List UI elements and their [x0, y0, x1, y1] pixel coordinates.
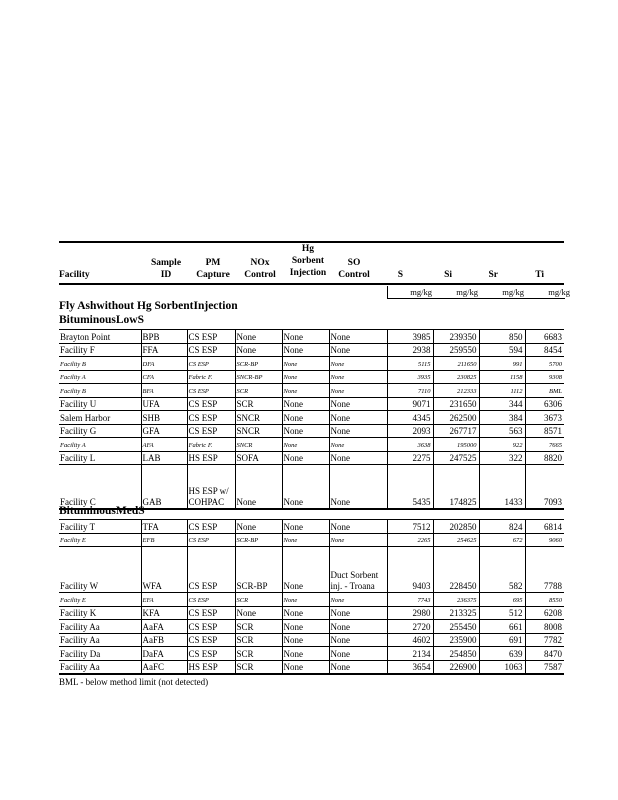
cell-ti: 7788: [525, 547, 564, 593]
cell-hg: None: [282, 451, 329, 465]
cell-s: 2980: [387, 606, 433, 620]
cell-pm: CS ESP: [187, 343, 235, 357]
cell-pm: CS ESP: [187, 384, 235, 398]
cell-id: UFA: [141, 397, 187, 411]
cell-id: EFA: [141, 593, 187, 607]
cell-hg: None: [282, 660, 329, 674]
cell-s: 2275: [387, 451, 433, 465]
cell-hg: None: [282, 330, 329, 344]
cell-si: 202850: [433, 520, 479, 534]
cell-ti: 8550: [525, 593, 564, 607]
cell-hg: None: [282, 520, 329, 534]
cell-s: 5115: [387, 357, 433, 371]
cell-hg: None: [282, 620, 329, 634]
table-row: [59, 438, 564, 452]
cell-facility: Facility Aa: [60, 661, 100, 672]
cell-ti: 7093: [525, 465, 564, 509]
cell-ti: BML: [525, 384, 564, 398]
table-row: [59, 593, 564, 607]
cell-hg: None: [282, 547, 329, 593]
cell-hg: None: [282, 384, 329, 398]
header-sample-id: Sample ID: [150, 258, 182, 280]
cell-id: AaFA: [141, 620, 187, 634]
cell-sr: 322: [479, 451, 525, 465]
cell-si: 254850: [433, 647, 479, 661]
cell-si: 235900: [433, 633, 479, 647]
cell-sr: 695: [479, 593, 525, 607]
cell-sr: 691: [479, 633, 525, 647]
cell-sr: 639: [479, 647, 525, 661]
cell-nox: SCR: [235, 384, 282, 398]
cell-nox: SCR-BP: [235, 357, 282, 371]
cell-nox: None: [235, 606, 282, 620]
table-row: [59, 633, 564, 647]
cell-si: 231650: [433, 397, 479, 411]
cell-nox: SNCR: [235, 424, 282, 438]
header-so-control: SO Control: [338, 258, 370, 280]
cell-s: 9071: [387, 397, 433, 411]
cell-pm: Fabric F.: [187, 438, 235, 452]
cell-si: 230825: [433, 370, 479, 384]
cell-id: LAB: [141, 451, 187, 465]
cell-hg: None: [282, 424, 329, 438]
cell-facility: Facility Da: [60, 648, 101, 659]
header-ti: Ti: [535, 270, 544, 280]
cell-ti: 7665: [525, 438, 564, 452]
cell-pm: CS ESP: [187, 593, 235, 607]
cell-so: None: [329, 397, 387, 411]
table-row: [59, 357, 564, 371]
cell-pm: CS ESP: [187, 547, 235, 593]
cell-facility: Facility T: [60, 521, 96, 532]
cell-s: 4345: [387, 411, 433, 425]
cell-ti: 8571: [525, 424, 564, 438]
header-si: Si: [444, 270, 452, 280]
cell-si: 262500: [433, 411, 479, 425]
cell-sr: 824: [479, 520, 525, 534]
cell-sr: 512: [479, 606, 525, 620]
cell-nox: SCR: [235, 633, 282, 647]
cell-sr: 582: [479, 547, 525, 593]
cell-si: 247525: [433, 451, 479, 465]
header-s: S: [397, 270, 403, 280]
cell-id: GFA: [141, 424, 187, 438]
cell-facility: Facility A: [60, 441, 86, 449]
cell-sr: 1063: [479, 660, 525, 674]
cell-pm: CS ESP: [187, 424, 235, 438]
cell-hg: None: [282, 593, 329, 607]
cell-hg: None: [282, 465, 329, 509]
cell-so: None: [329, 593, 387, 607]
table-row: [59, 660, 564, 674]
cell-facility: Facility U: [60, 399, 97, 409]
cell-hg: None: [282, 411, 329, 425]
cell-s: 3638: [387, 438, 433, 452]
cell-s: 2265: [387, 533, 433, 547]
cell-sr: 1433: [479, 465, 525, 509]
cell-nox: SCR: [235, 647, 282, 661]
cell-nox: SCR: [235, 620, 282, 634]
table-row: [59, 370, 564, 384]
cell-si: 174825: [433, 465, 479, 509]
cell-pm: CS ESP: [187, 633, 235, 647]
cell-id: CFA: [141, 370, 187, 384]
header-rule: [59, 283, 564, 285]
cell-so: None: [329, 451, 387, 465]
cell-pm: CS ESP: [187, 411, 235, 425]
cell-ti: 7587: [525, 660, 564, 674]
cell-si: 255450: [433, 620, 479, 634]
group1-table: [59, 329, 564, 510]
cell-ti: 8470: [525, 647, 564, 661]
cell-so: None: [329, 647, 387, 661]
cell-pm: HS ESP: [187, 451, 235, 465]
cell-nox: SCR-BP: [235, 533, 282, 547]
cell-sr: 672: [479, 533, 525, 547]
cell-facility: Facility Aa: [60, 635, 100, 645]
cell-ti: 8820: [525, 451, 564, 465]
table-row: [59, 424, 564, 438]
cell-so: None: [329, 343, 387, 357]
cell-pm: CS ESP: [187, 647, 235, 661]
cell-so: None: [329, 357, 387, 371]
cell-pm: Fabric F.: [187, 370, 235, 384]
cell-si: 213325: [433, 606, 479, 620]
cell-si: 195000: [433, 438, 479, 452]
cell-hg: None: [282, 438, 329, 452]
cell-hg: None: [282, 357, 329, 371]
cell-si: 226900: [433, 660, 479, 674]
cell-s: 2938: [387, 343, 433, 357]
unit-sr: mg/kg: [502, 287, 524, 297]
cell-pm: CS ESP: [187, 620, 235, 634]
cell-facility: Facility E: [60, 537, 86, 544]
cell-sr: 922: [479, 438, 525, 452]
cell-hg: None: [282, 397, 329, 411]
cell-pm: CS ESP: [187, 533, 235, 547]
cell-facility: Facility E: [60, 596, 86, 604]
cell-s: 2134: [387, 647, 433, 661]
cell-so: None: [329, 370, 387, 384]
cell-so: None: [329, 606, 387, 620]
cell-id: SHB: [141, 411, 187, 425]
cell-so: None: [329, 465, 387, 509]
cell-facility: Facility B: [60, 387, 86, 395]
cell-id: DaFA: [141, 647, 187, 661]
cell-nox: SNCR-BP: [235, 370, 282, 384]
cell-nox: None: [235, 343, 282, 357]
unit-s: mg/kg: [410, 287, 432, 297]
cell-so: Duct Sorbent inj. - Troana: [329, 547, 387, 593]
cell-s: 9403: [387, 547, 433, 593]
table-row: [59, 384, 564, 398]
cell-so: None: [329, 384, 387, 398]
cell-si: 212333: [433, 384, 479, 398]
cell-so: None: [329, 533, 387, 547]
cell-facility: Facility F: [60, 345, 95, 355]
cell-so: None: [329, 424, 387, 438]
cell-sr: 563: [479, 424, 525, 438]
cell-s: 2720: [387, 620, 433, 634]
header-sr: Sr: [488, 270, 498, 280]
cell-nox: None: [235, 520, 282, 534]
cell-si: 267717: [433, 424, 479, 438]
cell-sr: 384: [479, 411, 525, 425]
cell-hg: None: [282, 343, 329, 357]
table-row: [59, 647, 564, 661]
cell-sr: 1158: [479, 370, 525, 384]
cell-hg: None: [282, 633, 329, 647]
cell-facility: Brayton Point: [60, 331, 111, 342]
cell-ti: 8454: [525, 343, 564, 357]
cell-so: None: [329, 330, 387, 344]
cell-s: 5435: [387, 465, 433, 509]
cell-id: DFA: [141, 357, 187, 371]
cell-nox: SNCR: [235, 438, 282, 452]
header-facility: Facility: [59, 270, 90, 280]
cell-s: 3935: [387, 370, 433, 384]
cell-so: None: [329, 633, 387, 647]
cell-hg: None: [282, 647, 329, 661]
cell-s: 7743: [387, 593, 433, 607]
footnote: BML - below method limit (not detected): [59, 677, 209, 687]
cell-ti: 6683: [525, 330, 564, 344]
cell-s: 2093: [387, 424, 433, 438]
table-row: [59, 606, 564, 620]
cell-s: 7110: [387, 384, 433, 398]
cell-pm: CS ESP: [187, 397, 235, 411]
cell-facility: Facility W: [60, 581, 99, 591]
cell-nox: None: [235, 330, 282, 344]
table-row: [59, 547, 564, 593]
cell-so: None: [329, 438, 387, 452]
cell-so: None: [329, 411, 387, 425]
cell-hg: None: [282, 370, 329, 384]
cell-sr: 594: [479, 343, 525, 357]
cell-si: 236375: [433, 593, 479, 607]
cell-pm: CS ESP: [187, 606, 235, 620]
cell-ti: 6814: [525, 520, 564, 534]
section-title: Fly Ashwithout Hg SorbentInjection: [59, 300, 238, 312]
cell-id: AFA: [141, 438, 187, 452]
cell-nox: SNCR: [235, 411, 282, 425]
cell-hg: None: [282, 533, 329, 547]
cell-id: GAB: [141, 465, 187, 509]
cell-sr: 344: [479, 397, 525, 411]
cell-ti: 7782: [525, 633, 564, 647]
cell-so: None: [329, 660, 387, 674]
cell-so: None: [329, 620, 387, 634]
cell-s: 3654: [387, 660, 433, 674]
cell-sr: 991: [479, 357, 525, 371]
group2-table: [59, 519, 564, 675]
cell-id: AaFB: [141, 633, 187, 647]
cell-facility: Facility L: [60, 453, 96, 463]
cell-facility: Facility B: [60, 360, 86, 368]
cell-id: TFA: [141, 520, 187, 534]
cell-ti: 9308: [525, 370, 564, 384]
cell-id: EFB: [141, 533, 187, 547]
table-row: [59, 520, 564, 534]
group2-title: BituminousMedS: [59, 505, 145, 517]
cell-si: 259550: [433, 343, 479, 357]
cell-pm: CS ESP: [187, 520, 235, 534]
cell-facility: Facility Aa: [60, 621, 100, 632]
cell-nox: SCR: [235, 397, 282, 411]
table-row: [59, 397, 564, 411]
cell-nox: None: [235, 465, 282, 509]
cell-ti: 9060: [525, 533, 564, 547]
cell-nox: SCR: [235, 593, 282, 607]
cell-ti: 8008: [525, 620, 564, 634]
cell-id: AaFC: [141, 660, 187, 674]
cell-facility: Facility A: [60, 374, 86, 381]
cell-id: KFA: [141, 606, 187, 620]
cell-id: WFA: [141, 547, 187, 593]
cell-si: 211650: [433, 357, 479, 371]
cell-pm: CS ESP: [187, 330, 235, 344]
cell-id: BFA: [141, 384, 187, 398]
cell-nox: SCR-BP: [235, 547, 282, 593]
cell-id: BPB: [141, 330, 187, 344]
table-row: [59, 330, 564, 344]
cell-pm: HS ESP: [187, 660, 235, 674]
cell-s: 3985: [387, 330, 433, 344]
header-hg-sorbent: Hg Sorbent Injection: [289, 244, 327, 278]
cell-nox: SOFA: [235, 451, 282, 465]
cell-si: 239350: [433, 330, 479, 344]
cell-so: None: [329, 520, 387, 534]
units-row: [387, 286, 570, 299]
group1-title: BituminousLowS: [59, 314, 145, 326]
cell-ti: 6208: [525, 606, 564, 620]
cell-sr: 1112: [479, 384, 525, 398]
cell-si: 228450: [433, 547, 479, 593]
cell-s: 7512: [387, 520, 433, 534]
cell-ti: 6306: [525, 397, 564, 411]
cell-s: 4602: [387, 633, 433, 647]
cell-pm: HS ESP w/ COHPAC: [187, 465, 235, 509]
header-nox-control: NOx Control: [244, 258, 276, 280]
cell-facility: Salem Harbor: [60, 412, 111, 423]
table-row: [59, 533, 564, 547]
cell-sr: 661: [479, 620, 525, 634]
cell-ti: 3673: [525, 411, 564, 425]
cell-sr: 850: [479, 330, 525, 344]
cell-hg: None: [282, 606, 329, 620]
cell-nox: SCR: [235, 660, 282, 674]
cell-id: FFA: [141, 343, 187, 357]
cell-si: 254625: [433, 533, 479, 547]
unit-si: mg/kg: [456, 287, 478, 297]
cell-facility: Facility G: [60, 426, 97, 436]
unit-ti: mg/kg: [548, 287, 570, 297]
cell-pm: CS ESP: [187, 357, 235, 371]
table-row: [59, 451, 564, 465]
table-row: [59, 465, 564, 509]
table-row: [59, 620, 564, 634]
cell-ti: 5700: [525, 357, 564, 371]
header-pm-capture: PM Capture: [196, 258, 230, 280]
cell-facility: Facility C: [60, 496, 96, 507]
table-row: [59, 411, 564, 425]
table-row: [59, 343, 564, 357]
cell-facility: Facility K: [60, 608, 97, 618]
